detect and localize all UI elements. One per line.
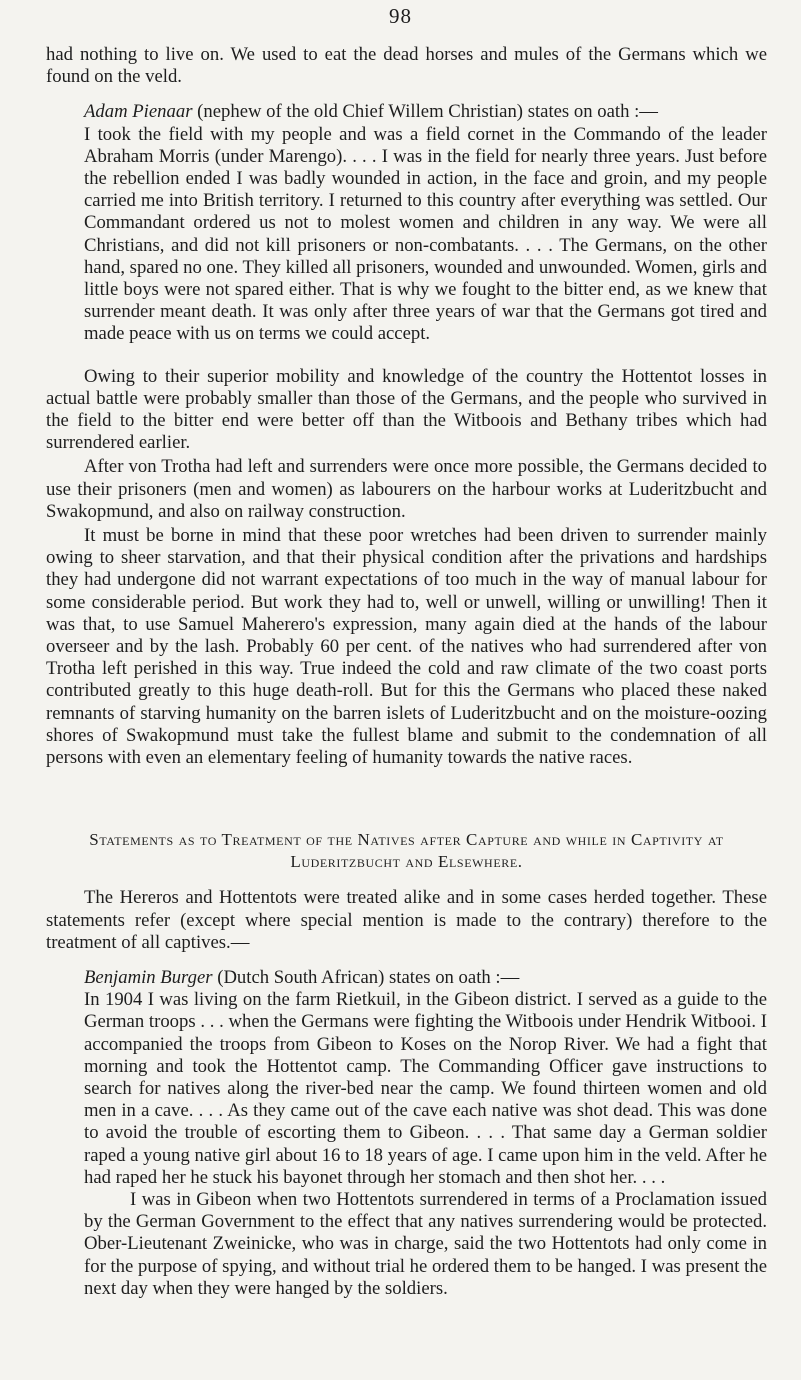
- pienaar-statement-text: I took the field with my people and was a field cornet in the Commando of the leader Abraham Morris (under Marengo). . . . I was in the field for nearly three years. Just before the rebellion ended I was badly wounded in action, in the face and groin, and my people carried me into British territory. I returned to this country after everything was settled. Our Commandant ordered us not to molest women and children in any way. We were all Christians, and did not kill prisoners or non-combatants. . . . The Germans, on the other hand, spared no one. They killed all prisoners, wounded and unwounded. Women, girls and little boys were not spared either. That is why we fought to the bitter end, as we knew that surrender meant death. It was only after three years of war that the Germans got tired and made peace with us on terms we could accept.: [84, 123, 767, 345]
- pienaar-intro-text: (nephew of the old Chief Willem Christian) states on oath :—: [192, 101, 658, 123]
- burger-name: Benjamin Burger: [84, 966, 213, 988]
- burger-intro-text: (Dutch South African) states on oath :—: [212, 966, 520, 988]
- burger-statement-text-2: I was in Gibeon when two Hottentots surrendered in terms of a Proclamation issued by the German Government to the effect that any natives surrendering would be protected. Ober-Lieutenant Zweinicke, who was in charge, said the two Hottentots had only come in for the purpose of spying, and without trial he ordered them to be hanged. I was present the next day when they were hanged by the soldiers.: [84, 1188, 767, 1299]
- paragraph-starvation: It must be borne in mind that these poor wretches had been driven to surrender mainly owing to sheer starvation, and that their physical condition after the privations and hardships they had undergone did not warrant expectations of too much in the way of manual labour for some considerable period. But work they had to, well or unwell, willing or unwilling! Then it was that, to use Samuel Maherero's expression, many again died at the hands of the labour overseer and by the lash. Probably 60 per cent. of the natives who had surrendered after von Trotha left perished in this way. True indeed the cold and raw climate of the two coast ports contributed greatly to this huge death-roll. But for this the Germans who placed these naked remnants of starving humanity on the barren islets of Luderitzbucht and on the moisture-oozing shores of Swakopmund must take the fullest blame and submit to the condemnation of all persons with even an elementary feeling of humanity towards the native races.: [46, 525, 767, 769]
- burger-statement-text-1: In 1904 I was living on the farm Rietkuil, in the Gibeon district. I served as a guide to the German troops . . . when the Germans were fighting the Witboois under Hendrik Witbooi. I accompanied the troops from Gibeon to Koses on the Norop River. We had a fight that morning and took the Hottentot camp. The Commanding Officer gave instructions to search for natives along the river-bed near the camp. We found thirteen women and old men in a cave. . . . As they came out of the cave each native was shot dead. This was done to avoid the trouble of escorting them to Gibeon. . . . That same day a German soldier raped a young native girl about 16 to 18 years of age. I came upon him in the veld. After he had raped her he stuck his bayonet through her stomach and then shot her. . . .: [84, 989, 767, 1188]
- paragraph-hottentot-losses: Owing to their superior mobility and knowledge of the country the Hottentot losses in actual battle were probably smaller than those of the Germans, and the people who survived in the field to the bitter end were better off than the Witboois and Bethany tribes which had surrendered earlier.: [46, 365, 767, 454]
- pienaar-statement: [46, 124, 767, 346]
- pienaar-statement-intro: [46, 101, 767, 123]
- paragraph-continuation: had nothing to live on. We used to eat the dead horses and mules of the Germans which we found on the veld.: [46, 44, 767, 88]
- page-number: 98: [389, 4, 412, 28]
- paragraph-treatment-intro: The Hereros and Hottentots were treated alike and in some cases herded together. These statements refer (except where special mention is made to the contrary) therefore to the treatment of all captives.—: [46, 887, 767, 953]
- burger-statement-intro: [46, 967, 767, 989]
- pienaar-name: Adam Pienaar: [84, 101, 193, 123]
- section-heading: Statements as to Treatment of the Natives after Capture and while in Captivity at Luderitzbucht and Elsewhere.: [89, 830, 724, 872]
- burger-statement: [46, 989, 767, 1300]
- paragraph-prisoners-labour: After von Trotha had left and surrenders were once more possible, the Germans decided to use their prisoners (men and women) as labourers on the harbour works at Luderitzbucht and Swakopmund, and also on railway construction.: [46, 456, 767, 522]
